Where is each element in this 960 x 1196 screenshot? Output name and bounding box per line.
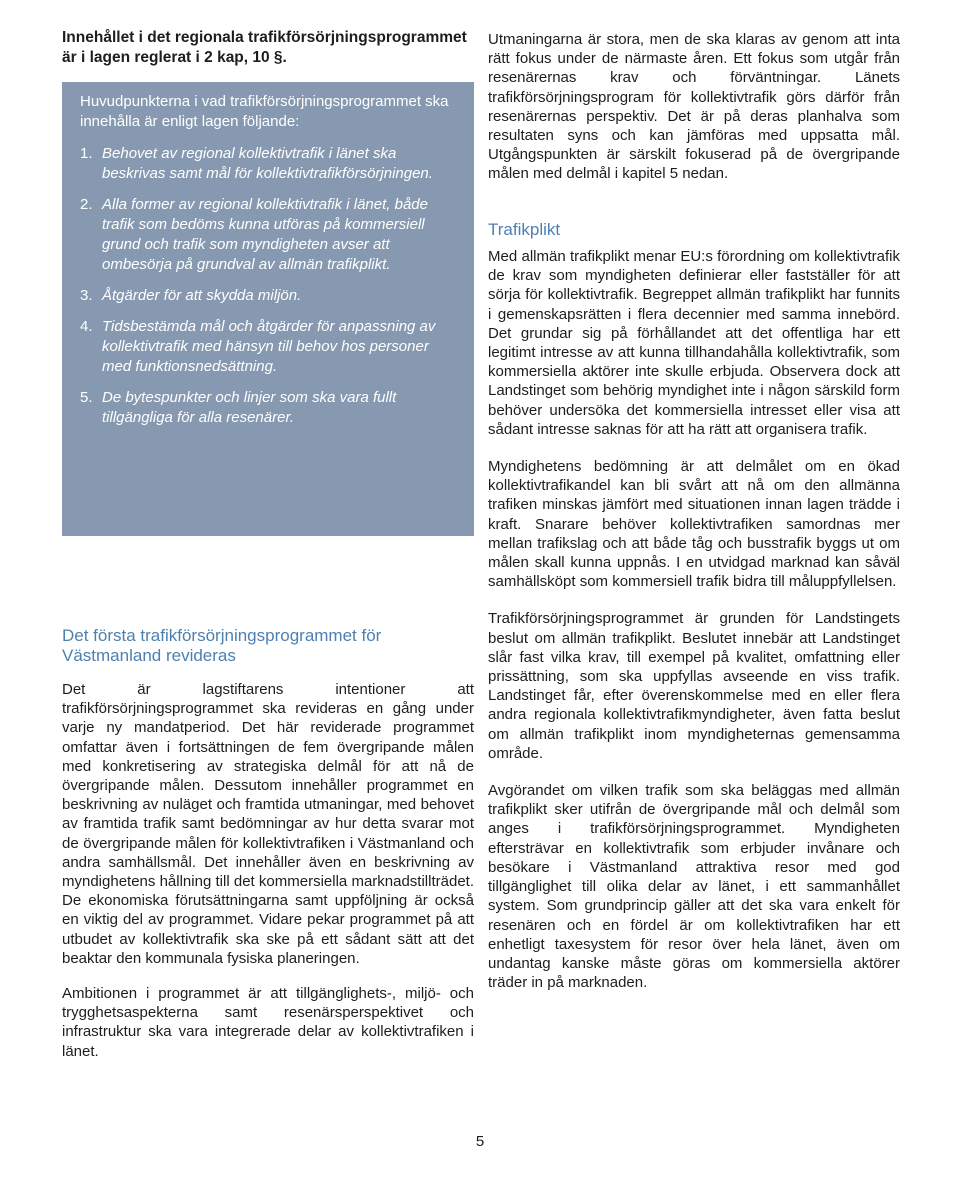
paragraph: Ambitionen i programmet är att tillgänglighets-, miljö- och trygghetsaspekterna samt resenärsperspektivet och infrastruktur ska vara integrerade delar av kollektivtrafiken i länet. [62,985,474,1060]
paragraph: Med allmän trafikplikt menar EU:s förordning om kollektivtrafik de krav som myndigheten definierar eller fastställer för att sörja för kollektivtrafik. Begreppet allmän trafikplikt har funnits i gemenskapsrätten i flera decennier med samma innebörd. Det grundar sig på förhållandet att det offentliga har ett legitimt intresse av att kunna tillhandahålla kollektivtrafik, som kommersiella aktörer inte skulle erbjuda. Observera dock att Landstinget som behörig myndighet inte i någon särskild form behöver undersöka det kommersiella intresset eller visa att sådant intresse saknas för att ha rätt att organisera trafik. [488,248,900,438]
info-box-item [80,388,456,428]
paragraph: Myndighetens bedömning är att delmålet om en ökad kollektivtrafikandel kan bli svårt att nå om den allmänna trafiken minskas jämfört med situationen innan lagen trädde i kraft. Snarare behöver kollektivtrafiken samordnas mer mellan trafikslag och att både tåg och busstrafik byggs ut om målen skall kunna uppnås. I en utvidgad marknad kan såväl samhällsköpt som kommersiell trafik bidra till måluppfyllelsen. [488,458,900,591]
item-text: De bytespunkter och linjer som ska vara fullt tillgängliga för alla resenärer. [102,389,397,426]
paragraph: Det är lagstiftarens intentioner att trafikförsörjningsprogrammet ska revideras en gång under varje ny mandatperiod. Det här reviderade programmet omfattar även i fortsättningen de fem övergripande målen med konkretisering av strategiska delmål för att nå de övergripande målen. Dessutom innehåller programmet en beskrivning av nuläget och framtida utmaningar, med behovet av framtida trafik samt bedömningar av hur detta svarar mot de övergripande målen för kollektivtrafiken i Västmanland och andra samhällsmål. Det innehåller även en beskrivning av myndighetens hållning till det kommersiella marknadstillträdet. De ekonomiska förutsättningarna samt uppföljning är också en viktig del av programmet. Vidare pekar programmet på att utbudet av kollektivtrafik ska ske på ett sådant sätt att det beaktar den kommunala fysiska planeringen. [62,681,474,967]
section-heading-trafikplikt: Trafikplikt [488,220,561,239]
paragraph: Utmaningarna är stora, men de ska klaras av genom att inta rätt fokus under de närmaste åren. Ett fokus som utgår från resenärernas krav och förväntningar. Länets trafikförsörjningsprogram för kollektivtrafik görs därför från resenärernas perspektiv. Det är på deras planhalva som resultaten syns och kan jämföras med uppsatta mål. Utgångspunkten är särskilt fokuserad på de övergripande målen med delmål i kapitel 5 nedan. [488,31,900,183]
item-number: 5. [80,389,93,406]
page-number: 5 [475,1133,485,1150]
info-box-item [80,144,456,184]
info-box-intro: Huvudpunkterna i vad trafikförsörjningsprogrammet ska innehålla är enligt lagen följande: [80,93,449,130]
info-box-list [80,144,456,428]
item-number: 4. [80,318,93,335]
section-heading-revision: Det första trafikförsörjningsprogrammet för Västmanland revideras [62,626,382,665]
right-body [488,247,900,992]
item-text: Alla former av regional kollektivtrafik i länet, både trafik som bedöms kunna utföras på kommersiell grund och trafik som myndigheten avser att ombesörja på grundval av allmän trafikplikt. [102,196,428,273]
item-number: 3. [80,287,93,304]
paragraph: Avgörandet om vilken trafik som ska beläggas med allmän trafikplikt sker utifrån de övergripande mål och delmål som anges i trafikförsörjningsprogrammet. Myndigheten eftersträvar en kollektivtrafik som erbjuder invånare och besökare i Västmanland attraktiva resor med god tillgänglighet till olika delar av länet, i ett sammanhållet system. Som grundprincip gäller att det ska vara enkelt för resenären och en fördel är om kollektivtrafiken har ett enhetligt taxesystem för resor över hela länet, även om undantag kanske måste göras om kommersiella aktörer träder in på marknaden. [488,782,900,992]
info-box-item [80,195,456,275]
info-box [62,82,474,536]
item-text: Åtgärder för att skydda miljön. [102,287,302,304]
intro-bold-text: Innehållet i det regionala trafikförsörjningsprogrammet är i lagen reglerat i 2 kap, 10 §. [62,29,467,66]
info-box-item [80,286,456,306]
right-intro [488,30,900,184]
item-text: Behovet av regional kollektivtrafik i länet ska beskrivas samt mål för kollektivtrafikförsörjningen. [102,145,433,182]
item-text: Tidsbestämda mål och åtgärder för anpassning av kollektivtrafik med hänsyn till behov hos personer med funktionsnedsättning. [102,318,436,375]
left-body [62,680,474,1061]
info-box-item [80,317,456,377]
item-number: 2. [80,196,93,213]
item-number: 1. [80,145,93,162]
paragraph: Trafikförsörjningsprogrammet är grunden för Landstingets beslut om allmän trafikplikt. Beslutet innebär att Landstinget slår fast vilka krav, till exempel på kvalitet, omfattning eller prissättning, som ska uppfyllas avseende en viss trafik. Landstinget får, efter överenskommelse med en eller flera andra regionala kollektivtrafikmyndigheter, även fatta beslut om allmän trafikplikt inom myndigheternas gemensamma område. [488,610,900,762]
